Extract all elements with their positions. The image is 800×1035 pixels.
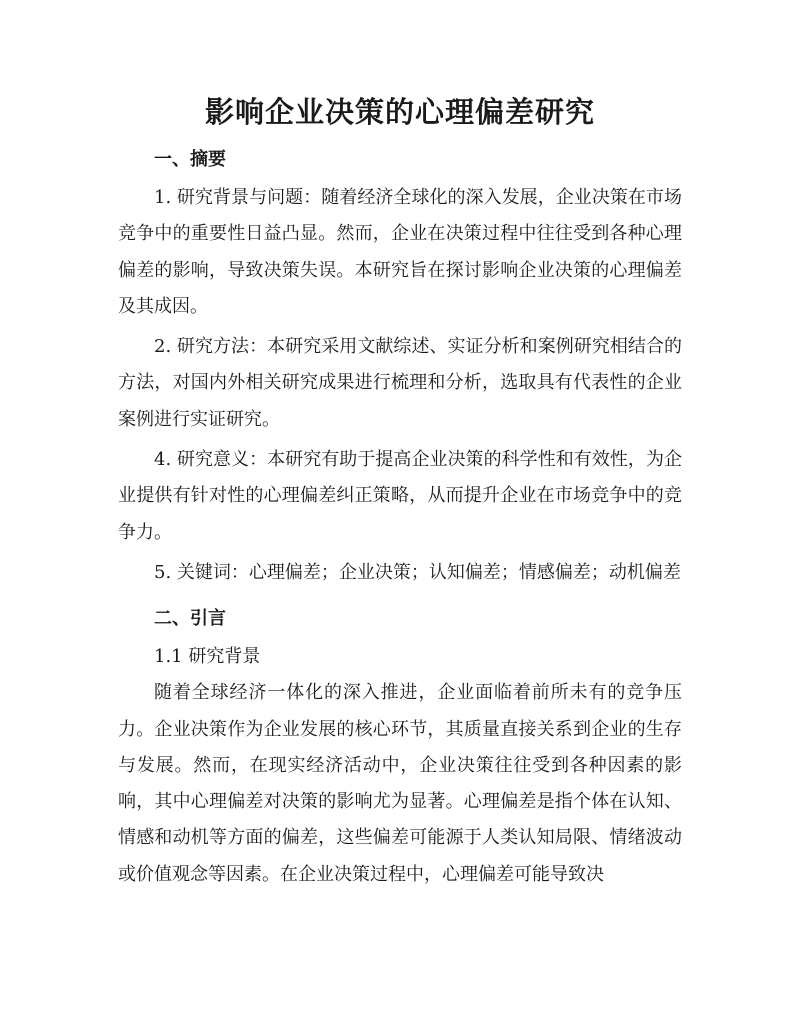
abstract-paragraph-method: 2. 研究方法：本研究采用文献综述、实证分析和案例研究相结合的方法，对国内外相关研究成果进行梳理和分析，选取具有代表性的企业案例进行实证研究。	[118, 336, 682, 430]
section-heading-introduction: 二、引言	[154, 608, 226, 630]
subsection-heading-background: 1.1 研究背景	[154, 646, 261, 668]
abstract-paragraph-keywords: 5. 关键词：心理偏差；企业决策；认知偏差；情感偏差；动机偏差	[154, 561, 681, 583]
abstract-paragraph-background: 1. 研究背景与问题：随着经济全球化的深入发展，企业决策在市场竞争中的重要性日益凸显。然而，企业在决策过程中往往受到各种心理偏差的影响，导致决策失误。本研究旨在探讨影响企业决策的心理偏差及其成因。	[118, 187, 682, 317]
introduction-paragraph: 随着全球经济一体化的深入推进，企业面临着前所未有的竞争压力。企业决策作为企业发展的核心环节，其质量直接关系到企业的生存与发展。然而，在现实经济活动中，企业决策往往受到各种因素的影响，其中心理偏差对决策的影响尤为显著。心理偏差是指个体在认知、情感和动机等方面的偏差，这些偏差可能源于人类认知局限、情绪波动或价值观念等因素。在企业决策过程中，心理偏差可能导致决	[118, 682, 682, 885]
document-title: 影响企业决策的心理偏差研究	[204, 95, 595, 129]
section-heading-abstract: 一、摘要	[154, 149, 226, 170]
abstract-paragraph-significance: 4. 研究意义：本研究有助于提高企业决策的科学性和有效性，为企业提供有针对性的心理偏差纠正策略，从而提升企业在市场竞争中的竞争力。	[118, 449, 682, 543]
